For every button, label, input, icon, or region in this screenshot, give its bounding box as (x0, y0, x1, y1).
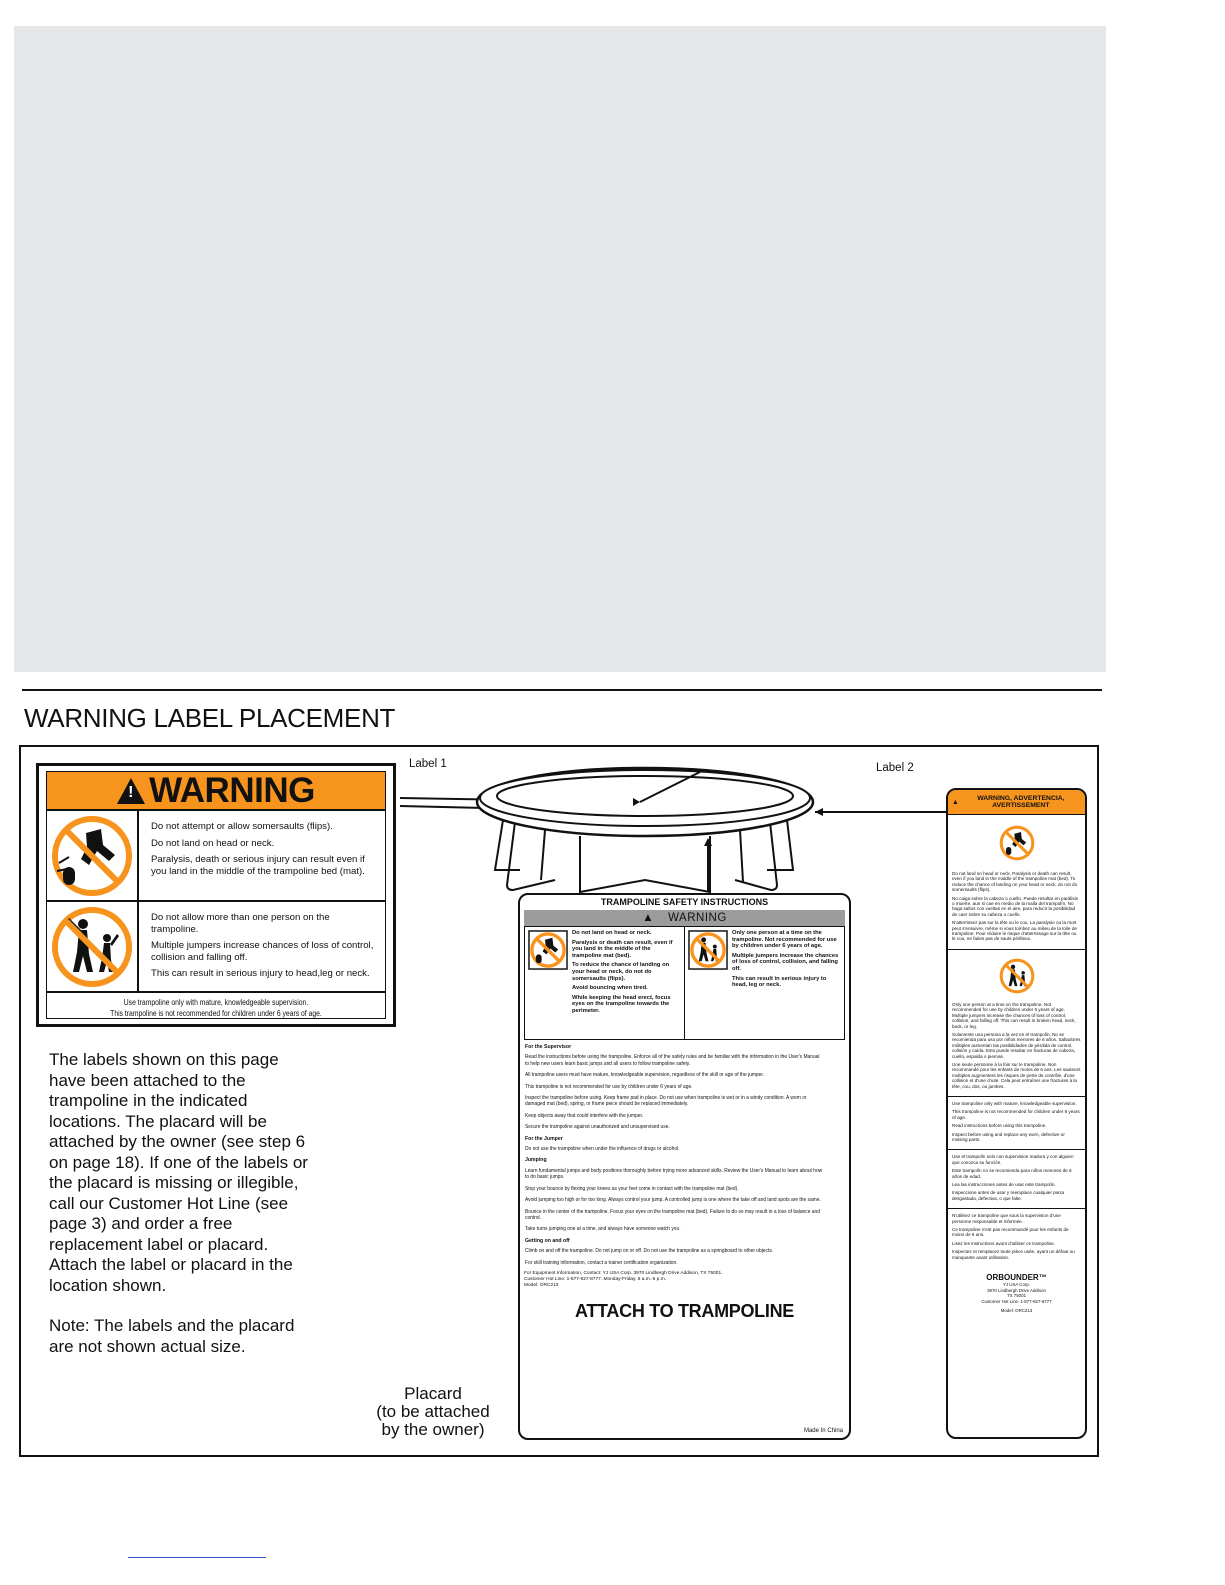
placard-left-line1: Do not land on head or neck. (572, 930, 652, 936)
label1-row1-line3: Paralysis, death or serious injury can result even if you land in the middle of the trampoline bed (mat). (151, 854, 365, 877)
label2-text: Use trampoline only with mature, knowledgeable supervision. (952, 1100, 1077, 1106)
label2-text: Une seule personne à la fois sur le trampoline. Non recommandé pour les enfants de moins de 6 ans. Les sauteurs multiples augmentent les risques de perte de contrôle, d'une collision et d'une chute. Cela peut entraîner une fractures à la tête, cou, dos, ou jambes. (952, 1061, 1081, 1089)
label2-text: Only one person at a time on the trampoline. Not recommended for use by children under 6 years of age. Multiple jumpers increase the chances of loss of control, collision, and falling off. This can result in broken head, neck, back, or leg. (952, 1001, 1076, 1029)
jumping-item: Bounce in the center of the trampoline. Focus your eyes on the trampoline mat (bed). Failure to do so may result in a loss of balance and control. (525, 1208, 820, 1221)
corp-line: TX 75001 (1006, 1293, 1027, 1299)
label2-multilingual-sticker (946, 788, 1087, 1439)
placard-title: TRAMPOLINE SAFETY INSTRUCTIONS (600, 897, 769, 907)
label1-row2-line1: Do not allow more than one person on the trampoline. (151, 912, 330, 935)
jumping-item: Learn fundamental jumps and body positions thoroughly before trying more advanced skills. Review the User's Manual to learn about how to do basic jumps. (525, 1167, 823, 1181)
warning-triangle-icon: ▲ (642, 912, 655, 924)
label2-text: Inspect before using and replace any worn, defective or missing parts. (952, 1131, 1065, 1142)
placard-contact (524, 1271, 849, 1289)
label2-header (948, 790, 1085, 815)
warning-triangle-icon: ! (117, 778, 145, 804)
warning-banner (47, 772, 385, 811)
supervisor-item: This trampoline is not recommended for use by children under 6 years of age. (525, 1083, 693, 1090)
getting-item: For skill training information, contact a trainer certification organization. (525, 1259, 678, 1266)
placard-right-line2: Multiple jumpers increase the chances of loss of control, collision, and falling off. (732, 952, 839, 972)
no-multiple-jumpers-icon (999, 958, 1035, 994)
label2-tag: Label 2 (876, 762, 914, 774)
placard-right-line1: Only one person at a time on the trampoline. Not recommended for use by children under 6 years of age. (732, 930, 837, 950)
label2-text: Lea las instrucciones antes de usar este trampolín. (952, 1182, 1056, 1188)
label2-block1 (948, 815, 1085, 950)
bottom-link-underline (128, 1557, 266, 1558)
section-divider (22, 689, 1102, 691)
label2-text: No caiga sobre la cabeza o cuello. Puede resultar en parálisis o muerte, aun si cae en medio de la malla del trampolín. No haga saltos con vueltas en el aire, para reducir la posibilidad de caer sobre su cabeza o cuello. (952, 895, 1078, 917)
jumping-item: Stop your bounce by flexing your knees as your feet come in contact with the trampoline mat (bed). (525, 1185, 739, 1192)
jumping-item: Avoid jumping too high or for too long. Always control your jump. A controlled jump is one where the take off and land spots are the same. (525, 1197, 821, 1204)
corp-line: YJ USA Corp. (1002, 1282, 1031, 1288)
explanation-paragraph: The labels shown on this page have been attached to the trampoline in the indicated locations. The placard will be attached by the owner (see step 6 on page 18). If one of the labels or the placard is missing or illegible, call our Customer Hot Line (see page 3) and order a free replacement label or placard. Attach the label or placard in the location shown. (49, 1050, 308, 1295)
corp-line: 3970 Lindbergh Drive Addison (987, 1287, 1046, 1293)
label1-row1-line1: Do not attempt or allow somersaults (flips). (151, 821, 333, 832)
label2-block5 (948, 1209, 1085, 1267)
corp-line: Customer Hot Line: 1-877-927-8777 (981, 1298, 1052, 1304)
label2-text: N'atterrissez pas sur la tête ou le cou. La paralysie ou la mort peut s'ensuivre, même si vous tombez au milieu de la toile de trampoline. Pour réduire le risque d'atterrissage sur la tête ou le cou, ne faites pas de sauts périlleux. (952, 920, 1077, 942)
contact-line: Customer Hot Line: 1-877-927-8777. Monday-Friday, 8 a.m.-5 p.m. (524, 1276, 667, 1282)
label1-warning-sticker (36, 763, 396, 1027)
placard-left-line4: Avoid bouncing when tired. (572, 985, 648, 992)
label2-text: Este trampolín no se recomienda para niños menores de 6 años de edad. (952, 1168, 1072, 1179)
brand-name: ORBOUNDER™ (986, 1273, 1047, 1283)
contact-line: For Equipment Information, Contact: YJ USA Corp. 3970 Lindbergh Drive Addison, TX 75001. (524, 1270, 723, 1276)
label1-row2-line2: Multiple jumpers increase chances of loss of control, collision and falling off. (151, 940, 374, 963)
contact-line: Model: ORC213 (524, 1282, 559, 1288)
placard-caption-line2: (to be attached (376, 1402, 490, 1421)
getting-item: Climb on and off the trampoline. Do not jump on or off. Do not use the trampoline as a springboard to other objects. (525, 1248, 774, 1255)
label1-footer (72, 993, 359, 1019)
no-flips-icon (999, 825, 1035, 861)
explanation-text (49, 1050, 319, 1377)
supervisor-item: All trampoline users must have mature, knowledgeable supervision, regardless of the skill or age of the jumper. (525, 1072, 765, 1079)
trampoline-illustration (395, 760, 955, 900)
no-flips-icon (528, 930, 568, 970)
label1-row1-line2: Do not land on head or neck. (151, 837, 275, 849)
label2-text: N'utilisez ce trampoline que sous la supervision d'une personne responsable et informée. (952, 1213, 1061, 1224)
explanation-note: Note: The labels and the placard are not shown actual size. (49, 1316, 295, 1356)
label2-text: Inspeccione antes de usar y reemplace cualquier pieza desgastada, defectiva, o que falte. (952, 1190, 1065, 1201)
label2-text: Solamente una persona a la vez en el trampolín. No se recomienda para uso por niños menores de 6 años. Saltadores múltiples aumentan las posibilidades de pérdida de control, colisión y caída. Esto puede resultar en fracturas de cabeza, cuello, espalda o piernas. (952, 1031, 1081, 1059)
label2-block4 (948, 1150, 1085, 1209)
label1-footer-line2: This trampoline is not recommended for children under 6 years of age. (110, 1009, 322, 1018)
placard-warning-text: WARNING (668, 912, 727, 924)
supervisor-item: Keep objects away that could interfere with the jumper. (525, 1112, 644, 1119)
warning-banner-text: WARNING (149, 770, 315, 810)
placard-caption-line1: Placard (404, 1384, 462, 1403)
placard-left-line5: While keeping the head erect, focus eyes on the trampoline towards the perimeter. (572, 994, 671, 1014)
placard-right-line3: This can result in serious injury to head, leg or neck. (732, 975, 827, 989)
safety-placard (518, 893, 851, 1440)
blank-panel (14, 26, 1106, 672)
label1-row2-line3: This can result in serious injury to head,leg or neck. (151, 968, 370, 979)
supervisor-item: Secure the trampoline against unauthorized and unsupervised use. (525, 1124, 670, 1131)
multiple-jumpers-warning-row (47, 902, 385, 993)
placard-left-line2: Paralysis or death can result, even if you land in the middle of the trampoline mat (bed). (572, 939, 673, 959)
heading-jumping: Jumping (525, 1157, 547, 1164)
somersault-warning-row (47, 811, 385, 902)
placard-warning-bar (524, 910, 845, 926)
jumper-item: Do not use the trampoline when under the influence of drugs or alcohol. (525, 1146, 680, 1153)
label2-text: Lisez les instructions avant d'utiliser ce trampoline. (952, 1240, 1056, 1246)
placard-warning-box (524, 926, 845, 1040)
label2-text: This trampoline is not recommended for children under 6 years of age. (952, 1109, 1080, 1120)
supervisor-item: Read the instructions before using the trampoline. Enforce all of the safety rules and be familiar with the information in the User's Manual to help new users learn basic jumps and all users to follow trampoline safety. (525, 1054, 820, 1067)
label2-text: Ce trampoline n'est pas recommandé pour les enfants de moins de 6 ans. (952, 1227, 1069, 1238)
heading-supervisor: For the Supervisor (525, 1044, 572, 1050)
label1-footer-line1: Use trampoline only with mature, knowledgeable supervision. (123, 998, 309, 1007)
label2-header-text: WARNING, ADVERTENCIA, AVERTISSEMENT (977, 795, 1065, 809)
attach-to-trampoline: ATTACH TO TRAMPOLINE (575, 1300, 794, 1321)
no-flips-icon (51, 815, 133, 897)
label2-text: Read instructions before using this trampoline. (952, 1123, 1047, 1129)
placard-caption (368, 1385, 498, 1439)
supervisor-item: Inspect the trampoline before using. Keep frame pad in place. Do not use when trampoline is wet or in a windy condition. A worn or damaged mat (bed), spring, or frame piece should be replaced immediately. (525, 1095, 807, 1108)
placard-caption-line3: by the owner) (381, 1420, 485, 1439)
corp-line: Model: ORC213 (1000, 1308, 1033, 1314)
jumping-item: Take turns jumping one at a time, and always have someone watch you. (525, 1226, 681, 1233)
label1-tag: Label 1 (409, 758, 447, 770)
heading-getting-on-off: Getting on and off (525, 1237, 570, 1244)
label2-text: Do not land on head or neck. Paralysis or death can result, even if you land in the middle of the trampoline mat (bed). To reduce the chance of landing on your head or neck, do not do somersaults (flips). (952, 871, 1078, 893)
heading-jumper: For the Jumper (525, 1135, 563, 1142)
section-title: WARNING LABEL PLACEMENT (24, 703, 396, 733)
label2-block2 (948, 950, 1085, 1097)
label2-block3 (948, 1097, 1085, 1150)
label2-text: Inspectez et remplacez toute pièce usée, ayant un défaut ou manquante avant utilisation. (952, 1249, 1075, 1260)
label2-corp-info (948, 1282, 1085, 1314)
placard-left-line3: To reduce the chance of landing on your head or neck, do not do somersaults (flips). (572, 962, 670, 982)
label2-text: Use el trampolín solo con supervision madura y con alguien que conozca su función. (952, 1154, 1074, 1165)
made-in-china: Made In China (803, 1428, 843, 1434)
warning-triangle-icon: ▲ (952, 798, 959, 806)
no-multiple-jumpers-icon (688, 930, 728, 970)
no-multiple-jumpers-icon (51, 906, 133, 988)
placard-instructions (525, 1044, 844, 1266)
